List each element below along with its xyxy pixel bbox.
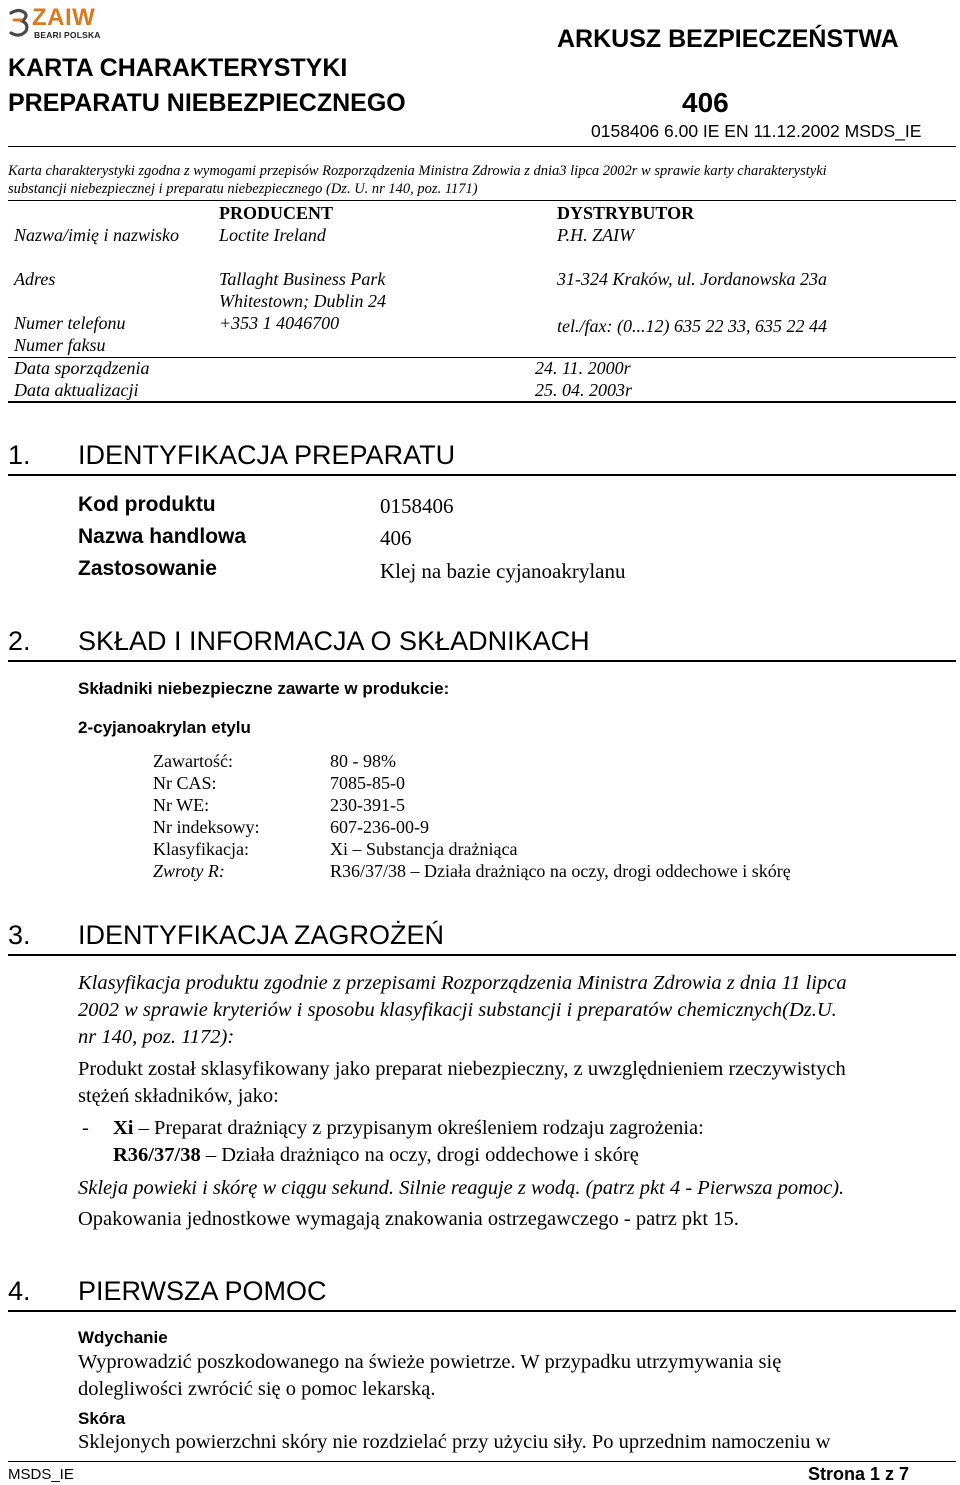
r-code: R36/37/38 xyxy=(113,1144,201,1166)
ec-value: 230-391-5 xyxy=(330,795,405,815)
dates-divider xyxy=(8,357,956,358)
producer-name: Loctite Ireland xyxy=(219,225,326,245)
usage-label: Zastosowanie xyxy=(78,557,217,580)
hazard-intro-line-2: 2002 w sprawie kryteriów i sposobu klasyfikacji substancji i preparatów chemicznych(Dz.U. xyxy=(78,999,837,1021)
header-divider xyxy=(8,146,956,147)
hazard-para-line-2: stężeń składników, jako: xyxy=(78,1085,279,1107)
section-4-number: 4. xyxy=(8,1276,31,1306)
hazardous-components-subtitle: Składniki niebezpieczne zawarte w produkcie: xyxy=(78,679,450,698)
skin-heading: Skóra xyxy=(78,1409,126,1428)
classification-value: Xi – Substancja drażniąca xyxy=(330,839,518,859)
cas-label: Nr CAS: xyxy=(153,773,217,793)
producer-address-line-2: Whitestown; Dublin 24 xyxy=(219,291,386,311)
skin-line-1: Sklejonych powierzchni skóry nie rozdzielać przy użyciu siły. Po uprzednim namoczeniu w xyxy=(78,1431,831,1453)
fax-label: Numer faksu xyxy=(14,335,106,355)
document-reference: 0158406 6.00 IE EN 11.12.2002 MSDS_IE xyxy=(591,121,922,141)
section-1-title: IDENTYFIKACJA PREPARATU xyxy=(78,440,456,470)
producer-phone: +353 1 4046700 xyxy=(219,313,340,333)
header-right-title: ARKUSZ BEZPIECZEŃSTWA xyxy=(557,25,899,53)
header-title-line1: KARTA CHARAKTERYSTYKI xyxy=(8,54,348,82)
contacts-top-divider xyxy=(8,200,956,201)
substance-name: 2-cyjanoakrylan etylu xyxy=(78,718,251,737)
section-4-title: PIERWSZA POMOC xyxy=(78,1276,327,1306)
hazard-bullet-xi xyxy=(113,1117,704,1140)
company-logo xyxy=(8,6,108,46)
producer-address-line-1: Tallaght Business Park xyxy=(219,269,386,289)
section-2-number: 2. xyxy=(8,626,31,656)
r-description: – Działa drażniąco na oczy, drogi oddechowe i skórę xyxy=(200,1144,639,1166)
bullet-dash: - xyxy=(82,1117,89,1139)
distributor-name: P.H. ZAIW xyxy=(557,225,635,245)
content-label: Zawartość: xyxy=(153,751,233,771)
intro-line-2: substancji niebezpiecznej i preparatu niebezpiecznego (Dz. U. nr 140, poz. 1171) xyxy=(8,181,478,197)
trade-name-label: Nazwa handlowa xyxy=(78,525,247,548)
product-number: 406 xyxy=(682,87,729,118)
trade-name-value: 406 xyxy=(380,526,412,550)
r-phrases-label: Zwroty R: xyxy=(153,861,225,881)
inhalation-line-1: Wyprowadzić poszkodowanego na świeże powietrze. W przypadku utrzymywania się xyxy=(78,1351,782,1373)
r-phrases-value: R36/37/38 – Działa drażniąco na oczy, drogi oddechowe i skórę xyxy=(330,861,791,881)
logo-subtitle: BEARI POLSKA xyxy=(34,30,101,40)
logo-name: ZAIW xyxy=(32,4,96,31)
section-2-title: SKŁAD I INFORMACJA O SKŁADNIKACH xyxy=(78,626,590,656)
address-label: Adres xyxy=(14,269,56,289)
contacts-bottom-divider xyxy=(8,401,956,403)
section-3-title: IDENTYFIKACJA ZAGROŻEŃ xyxy=(78,920,445,950)
xi-description: – Preparat drażniący z przypisanym określeniem rodzaju zagrożenia: xyxy=(133,1117,704,1139)
inhalation-heading: Wdychanie xyxy=(78,1328,168,1347)
content-value: 80 - 98% xyxy=(330,751,396,771)
index-label: Nr indeksowy: xyxy=(153,817,260,837)
inhalation-line-2: dolegliwości zwrócić się o pomoc lekarską. xyxy=(78,1378,436,1400)
hazard-warning: Skleja powieki i skórę w ciągu sekund. Silnie reaguje z wodą. (patrz pkt 4 - Pierwsza pomoc). xyxy=(78,1177,845,1199)
page-number: Strona 1 z 7 xyxy=(808,1464,910,1484)
logo-mark-icon xyxy=(8,8,30,38)
section-3-number: 3. xyxy=(8,920,31,950)
hazard-para-line-1: Produkt został sklasyfikowany jako preparat niebezpieczny, z uwzględnieniem rzeczywistych xyxy=(78,1058,846,1080)
distributor-address: 31-324 Kraków, ul. Jordanowska 23a xyxy=(557,269,827,289)
distributor-phone: tel./fax: (0...12) 635 22 33, 635 22 44 xyxy=(557,316,827,336)
distributor-heading: DYSTRYBUTOR xyxy=(557,203,695,223)
product-code-label: Kod produktu xyxy=(78,493,216,516)
hazard-bullet-r xyxy=(113,1144,639,1167)
cas-value: 7085-85-0 xyxy=(330,773,405,793)
section-2-divider xyxy=(8,660,956,662)
product-code-value: 0158406 xyxy=(380,494,454,518)
index-value: 607-236-00-9 xyxy=(330,817,429,837)
xi-code: Xi xyxy=(113,1117,134,1139)
hazard-intro-line-1: Klasyfikacja produktu zgodnie z przepisami Rozporządzenia Ministra Zdrowia z dnia 11 lipca xyxy=(78,972,847,994)
ec-label: Nr WE: xyxy=(153,795,210,815)
phone-label: Numer telefonu xyxy=(14,313,126,333)
producer-heading: PRODUCENT xyxy=(219,203,334,223)
updated-value: 25. 04. 2003r xyxy=(535,380,633,400)
hazard-intro-line-3: nr 140, poz. 1172): xyxy=(78,1026,235,1048)
section-1-divider xyxy=(8,474,956,476)
footer-doc-id: MSDS_IE xyxy=(8,1466,74,1483)
updated-label: Data aktualizacji xyxy=(14,380,139,400)
intro-line-1: Karta charakterystyki zgodna z wymogami przepisów Rozporządzenia Ministra Zdrowia z dnia3 lipca 2002r w sprawie karty charakterystyki xyxy=(8,163,827,179)
created-value: 24. 11. 2000r xyxy=(535,358,631,378)
created-label: Data sporządzenia xyxy=(14,358,150,378)
section-3-divider xyxy=(8,954,956,956)
classification-label: Klasyfikacja: xyxy=(153,839,249,859)
usage-value: Klej na bazie cyjanoakrylanu xyxy=(380,559,626,583)
header-title-line2: PREPARATU NIEBEZPIECZNEGO xyxy=(8,89,406,117)
section-4-divider xyxy=(8,1310,956,1312)
packaging-note: Opakowania jednostkowe wymagają znakowania ostrzegawczego - patrz pkt 15. xyxy=(78,1208,739,1230)
name-label: Nazwa/imię i nazwisko xyxy=(14,225,180,245)
section-1-number: 1. xyxy=(8,440,31,470)
footer-divider xyxy=(8,1461,956,1462)
